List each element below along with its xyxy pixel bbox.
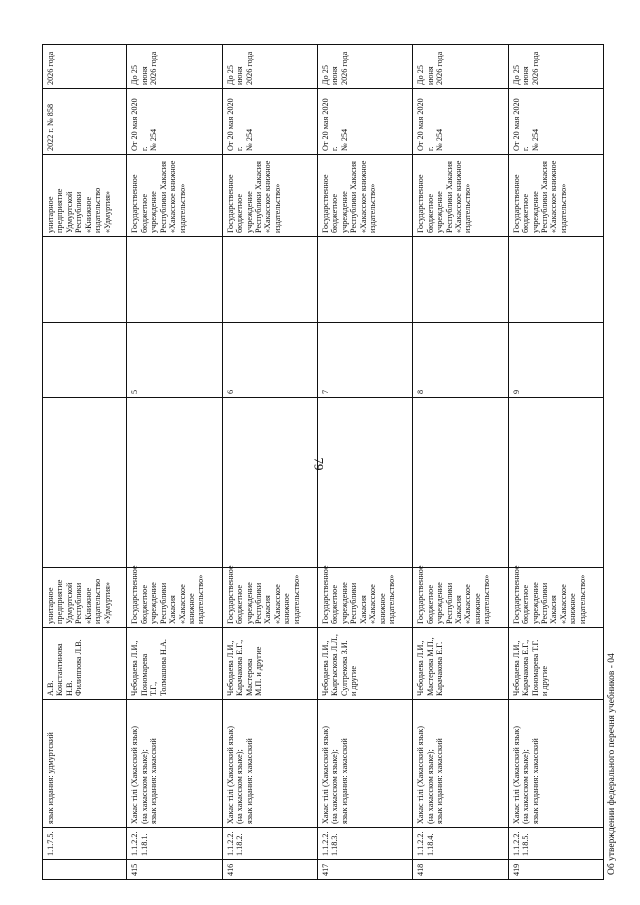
row-title-cell: Хакас тілі (Хакасский язык) (на хакасском языке); язык издания: хакасский <box>127 700 222 828</box>
row-term-cell: До 25 июня 2026 года <box>508 45 603 89</box>
table-row <box>127 45 222 880</box>
row-code-cell: 1.1.2.2. 1.18.3. <box>318 828 413 860</box>
row-index-cell: 7 <box>318 323 413 398</box>
row-number-cell: 418 <box>413 860 508 880</box>
row-publisher-cell: Государственное бюджетное учреждение Республики Хакасия «Хакасское книжное издательство» <box>222 568 317 628</box>
row-order-cell: 2022 г. № 858 <box>43 89 127 155</box>
row-empty-cell <box>127 237 222 323</box>
table-row <box>508 45 603 880</box>
table-body <box>43 45 604 880</box>
row-title-cell: Хакас тілі (Хакасский язык) (на хакасском языке); язык издания: хакасский <box>222 700 317 828</box>
row-order-cell: От 20 мая 2020 г. № 254 <box>413 89 508 155</box>
row-empty-cell <box>508 398 603 568</box>
rotated-table-container <box>42 45 604 880</box>
row-term-cell: До 25 июня 2026 года <box>127 45 222 89</box>
row-publisher-cell: Государственное бюджетное учреждение Республики Хакасия «Хакасское книжное издательство» <box>508 568 603 628</box>
row-authors-cell: Чебодаева Л.И., Мастерова М.П., Карачакова Е.Г. <box>413 628 508 700</box>
row-number-cell: 416 <box>222 860 317 880</box>
row-empty-cell <box>43 237 127 323</box>
table-row <box>222 45 317 880</box>
row-term-cell: До 25 июня 2026 года <box>318 45 413 89</box>
row-index-cell <box>43 323 127 398</box>
row-number-cell <box>43 860 127 880</box>
row-title-cell: Хакас тілі (Хакасский язык) (на хакасском языке); язык издания: хакасский <box>318 700 413 828</box>
row-empty-cell <box>43 398 127 568</box>
table-row <box>413 45 508 880</box>
row-authors-cell: А.В. Константинова Н.В. Филиппова Л.В. <box>43 628 127 700</box>
row-empty-cell <box>318 398 413 568</box>
row-code-cell: 1.1.2.2. 1.18.1. <box>127 828 222 860</box>
row-empty-cell <box>222 398 317 568</box>
row-empty-cell <box>413 237 508 323</box>
table-row <box>43 45 127 880</box>
row-code-cell: 1.1.7.5. <box>43 828 127 860</box>
row-term-cell: До 25 июня 2026 года <box>413 45 508 89</box>
row-code-cell: 1.1.2.2. 1.18.2. <box>222 828 317 860</box>
row-authors-cell: Чебодаева Л.И., Пономарева Т.Г., Толмашова Н.А. <box>127 628 222 700</box>
row-publisher-cell: Государственное бюджетное учреждение Республики Хакасия «Хакасское книжное издательство» <box>413 568 508 628</box>
row-title-cell: язык издания: удмуртский <box>43 700 127 828</box>
row-organization-cell: Государственное бюджетное учреждение Республики Хакасия «Хакасское книжное издательство» <box>222 155 317 237</box>
row-organization-cell: Государственное бюджетное учреждение Республики Хакасия «Хакасское книжное издательство» <box>413 155 508 237</box>
row-empty-cell <box>413 398 508 568</box>
document-table-region <box>42 45 604 880</box>
table-row <box>318 45 413 880</box>
row-number-cell: 415 <box>127 860 222 880</box>
row-order-cell: От 20 мая 2020 г. № 254 <box>508 89 603 155</box>
row-organization-cell: Государственное бюджетное учреждение Республики Хакасия «Хакасское книжное издательство» <box>127 155 222 237</box>
row-organization-cell: унитарное предприятие Удмуртской Республики «Книжное издательство «Удмуртия» <box>43 155 127 237</box>
row-authors-cell: Чебодаева Л.И., Кыргыскова Л.Л., Султрекова З.И. и другие <box>318 628 413 700</box>
row-empty-cell <box>318 237 413 323</box>
row-term-cell: До 25 июня 2026 года <box>222 45 317 89</box>
row-order-cell: От 20 мая 2020 г. № 254 <box>222 89 317 155</box>
row-code-cell: 1.1.2.2. 1.18.4. <box>413 828 508 860</box>
row-index-cell: 8 <box>413 323 508 398</box>
row-term-cell: 2026 года <box>43 45 127 89</box>
row-organization-cell: Государственное бюджетное учреждение Республики Хакасия «Хакасское книжное издательство» <box>318 155 413 237</box>
row-publisher-cell: унитарное предприятие Удмуртской Республики «Книжное издательство «Удмуртия» <box>43 568 127 628</box>
row-publisher-cell: Государственное бюджетное учреждение Республики Хакасия «Хакасское книжное издательство» <box>318 568 413 628</box>
row-empty-cell <box>127 398 222 568</box>
row-order-cell: От 20 мая 2020 г. № 254 <box>127 89 222 155</box>
row-title-cell: Хакас тілі (Хакасский язык) (на хакасском языке); язык издания: хакасский <box>508 700 603 828</box>
textbook-list-table <box>42 44 604 880</box>
row-authors-cell: Чебодаева Л.И., Карачакова Е.Г., Пономарева Т.Г. и другие <box>508 628 603 700</box>
footer-text: Об утверждении федерального перечня учебников - 04 <box>607 653 617 875</box>
row-number-cell: 417 <box>318 860 413 880</box>
row-authors-cell: Чебодаева Л.И., Карачакова Е.Г., Мастерова М.П. и другие <box>222 628 317 700</box>
row-empty-cell <box>508 237 603 323</box>
row-index-cell: 9 <box>508 323 603 398</box>
row-number-cell: 419 <box>508 860 603 880</box>
row-order-cell: От 20 мая 2020 г. № 254 <box>318 89 413 155</box>
row-empty-cell <box>222 237 317 323</box>
page-number: 79 <box>311 457 327 471</box>
row-title-cell: Хакас тілі (Хакасский язык) (на хакасском языке); язык издания: хакасский <box>413 700 508 828</box>
row-publisher-cell: Государственное бюджетное учреждение Республики Хакасия «Хакасское книжное издательство» <box>127 568 222 628</box>
row-code-cell: 1.1.2.2. 1.18.5. <box>508 828 603 860</box>
row-index-cell: 6 <box>222 323 317 398</box>
row-index-cell: 5 <box>127 323 222 398</box>
row-organization-cell: Государственное бюджетное учреждение Республики Хакасия «Хакасское книжное издательство» <box>508 155 603 237</box>
